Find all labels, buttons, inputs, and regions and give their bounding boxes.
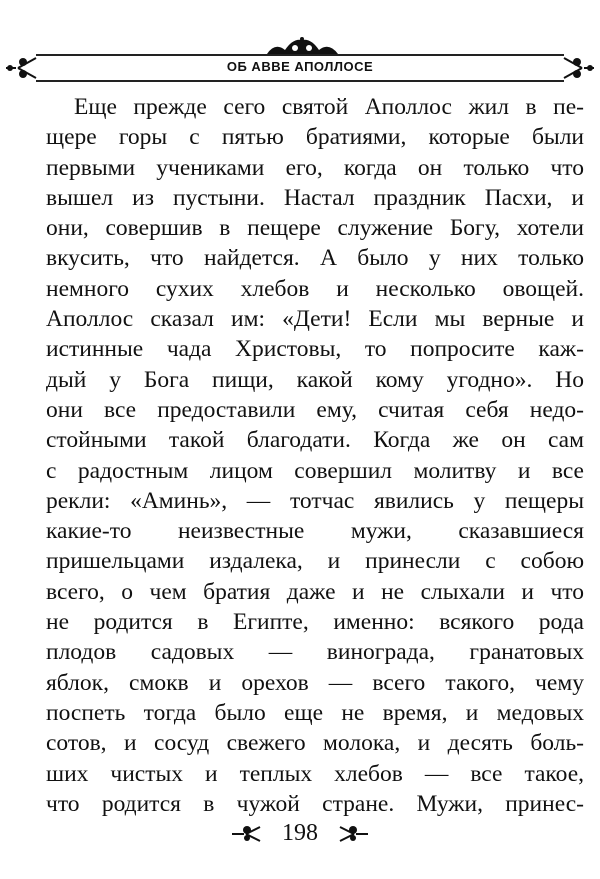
running-title: ОБ АВВЕ АПОЛЛОСЕ <box>226 59 374 74</box>
running-header <box>0 30 600 90</box>
text-line: рекли: «Аминь», — тотчас явились у пещеры <box>46 487 584 514</box>
text-line: Аполлос сказал им: «Дети! Если мы верные и <box>46 306 584 333</box>
text-line: ших чистых и теплых хлебов — все такое, <box>46 760 584 787</box>
text-line: они, совершив в пещере служение Богу, хотели <box>46 215 584 242</box>
fleuron-right-icon <box>560 56 594 80</box>
text-line: что родится в чужой стране. Мужи, принес- <box>46 790 584 817</box>
text-line: щере горы с пятью братиями, которые были <box>46 124 584 151</box>
page-footer <box>0 820 600 860</box>
text-line: всего, о чем братия даже и не слыхали и что <box>46 578 584 605</box>
text-line: Еще прежде сего святой Аполлос жил в пе- <box>74 94 584 120</box>
text-line: вышел из пустыни. Настал праздник Пасхи, и <box>46 184 584 211</box>
text-line: они все предоставили ему, считая себя недо- <box>46 396 584 423</box>
text-line: истинные чада Христовы, то попросите каж- <box>46 336 584 363</box>
text-line: яблок, смокв и орехов — всего такого, чему <box>46 669 584 696</box>
text-line: немного сухих хлебов и несколько овощей. <box>46 275 584 302</box>
text-line: с радостным лицом совершил молитву и все <box>46 457 584 484</box>
header-rule-bottom <box>36 80 564 82</box>
text-line: вкусить, что найдется. А было у них только <box>46 245 584 272</box>
text-line: поспеть тогда было еще не время, и медовых <box>46 699 584 726</box>
crown-ornament-icon <box>265 36 340 56</box>
text-line: дый у Бога пищи, какой кому угодно». Но <box>46 366 584 393</box>
header-rule-top <box>36 54 564 56</box>
text-line: стойными такой благодати. Когда же он сам <box>46 427 584 454</box>
fleuron-left-icon <box>232 824 262 844</box>
fleuron-right-icon <box>338 824 368 844</box>
text-line: какие-то неизвестные мужи, сказавшиеся <box>46 518 584 545</box>
text-line: пришельцами издалека, и принесли с собою <box>46 548 584 575</box>
text-line: плодов садовых — винограда, гранатовых <box>46 639 584 666</box>
page-number: 198 <box>282 820 318 846</box>
text-line: сотов, и сосуд свежего молока, и десять боль- <box>46 730 584 757</box>
text-line: первыми учениками его, когда он только что <box>46 154 584 181</box>
body-text <box>46 92 584 819</box>
text-line: не родится в Египте, именно: всякого рода <box>46 609 584 636</box>
